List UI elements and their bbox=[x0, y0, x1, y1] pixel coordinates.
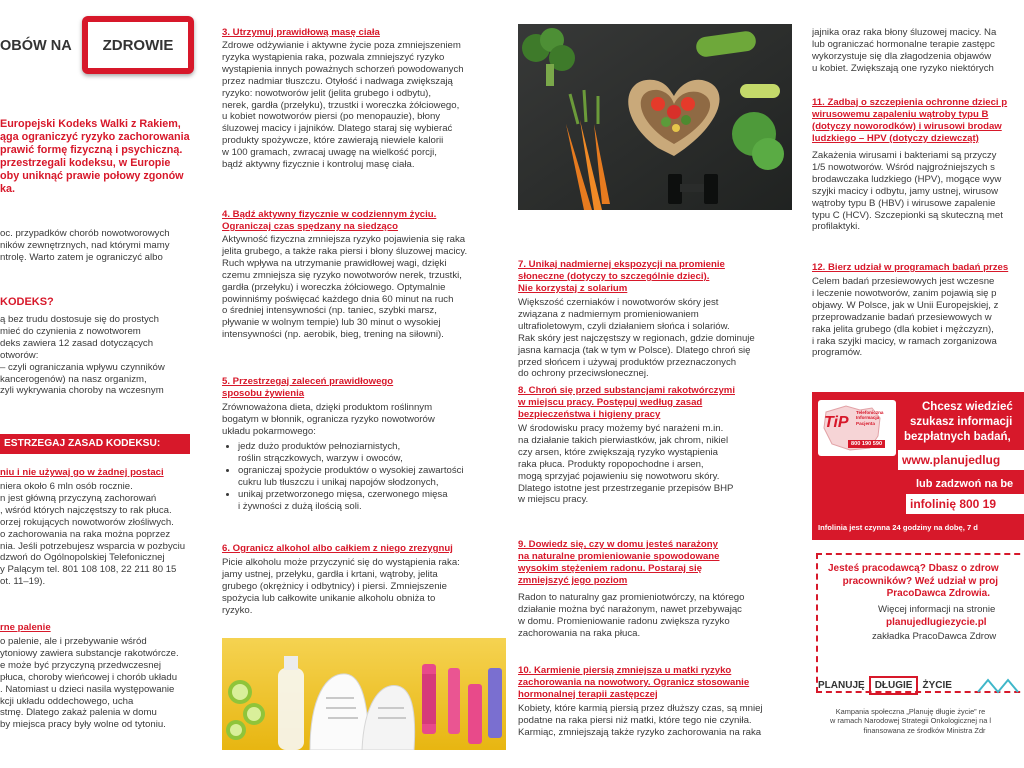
title-left: OBÓW NA bbox=[0, 38, 72, 54]
rule-3-text: Zdrowe odżywianie i aktywne życie poza zmniejszeniem ryzyka wystąpienia raka, pozwala zmniejszyć ryzyko wystąpienia innych poważnych schorzeń powodowanych przez nadmiar tłuszczu. Otyłość i nadwaga zwiększają ryzyko: nowotworów jelit (jelita grubego i odbytu), nerek, gardła (przełyku), trzustki i woreczka żółciowego, u kobiet nowotworów piersi (po menopauzie), błony śluzowej macicy i jajników. Dlatego staraj się wybierać produkty spożywcze, które zawierają niewiele kalorii w 100 gramach, zwracaj uwagę na wielkość porcji, bądź aktywny fizycznie i kontroluj masę ciała. bbox=[222, 40, 464, 171]
rule-2-heading: rne palenie bbox=[0, 622, 51, 633]
rule-6-text: Picie alkoholu może przyczynić się do wystąpienia raka: jamy ustnej, przełyku, gardła i krtani, wątroby, jelita grubego (okrężnicy i odbytnicy) i piersi. Zmniejszenie spożycia lub całkowite unikanie alkoholu obniża to ryzyko. bbox=[222, 557, 460, 616]
rule-10-heading: 10. Karmienie piersią zmniejsza u matki ryzyko zachorowania na nowotwory. Ogranicz stosowanie hormonalnej terapii zastępczej bbox=[518, 665, 750, 700]
rule-2-text: o palenie, ale i przebywanie wśród ytoniowy zawiera substancje rakotwórcze. e może być przyczyną przedwczesnej płuca, choroby wieńcowej i chorób układu . Natomiast u dzieci nasila występowanie kcji układu oddechowego, ucha stmę. Dlatego zakaż palenia w domu by miejsca pracy były wolne od tytoniu. bbox=[0, 636, 179, 731]
rule-6-heading: 6. Ogranicz alkohol albo całkiem z niego zrezygnuj bbox=[222, 543, 453, 554]
contact-url[interactable]: www.planujedlug bbox=[898, 450, 1024, 470]
rule-11-heading: 11. Zadbaj o szczepienia ochronne dzieci p wirusowemu zapaleniu wątroby typu B (dotyczy noworodków) i wirusowi brodaw ludzkiego – HPV (dotyczy dziewcząt) bbox=[812, 97, 1008, 144]
rule-1-text: niera około 6 mln osób rocznie. n jest główną przyczyną zachorowań , wśród których najczęstszy to rak płuca. orzej rokujących nowotworów złośliwych. o zachorowania na raka można poprzez nia. Jeśli potrzebujesz wsparcia w pozbyciu dzwoń do Ogólnopolskiej Telefonicznej y Palącym tel. 801 108 108, 22 211 80 15 ot. 11–19). bbox=[0, 481, 186, 588]
rule-3-heading: 3. Utrzymuj prawidłową masę ciała bbox=[222, 27, 380, 38]
rule-12-heading: 12. Bierz udział w programach badań przes bbox=[812, 262, 1009, 273]
paragraph-2: ą bez trudu dostosuje się do prostych mieć do czynienia z nowotworem deks zawiera 12 zasad dotyczących otworów: – czyli ograniczania wpływu czynników kancerogenów) na nasz organizm, zyli wykrywania choroby na wczesnym bbox=[0, 314, 165, 397]
column-4 bbox=[812, 0, 1024, 768]
logo-box: DŁUGIE bbox=[869, 676, 919, 695]
column-3 bbox=[518, 0, 792, 768]
rule-4-text: Aktywność fizyczna zmniejsza ryzyko pojawienia się raka jelita grubego, a także raka piersi i błony śluzowej macicy. Ruch wpływa na utrzymanie prawidłowej wagi, dzięki czemu zmniejsza się ryzyko nowotworów nerek, trzustki, gardła (przełyku) i woreczka żółciowego. Optymalnie powinniśmy poświęcać każdego dnia 60 minut na ruch o średniej intensywności (np. taniec, szybki marsz, pływanie w wolnym tempie) lub 30 minut o wysokiej intensywności (np. aerobik, bieg, trening na siłowni). bbox=[222, 234, 468, 341]
contact-phone[interactable]: infolinię 800 19 bbox=[906, 494, 1024, 514]
water-bottle-icon bbox=[278, 656, 304, 750]
column-1 bbox=[0, 0, 204, 768]
bullet-item: • ograniczaj spożycie produktów o wysokiej zawartości cukru lub tłuszczu i unikaj napojów słodzonych, bbox=[238, 465, 508, 489]
rule-4-heading: 4. Bądź aktywny fizycznie w codziennym życiu. Ograniczaj czas spędzany na siedząco bbox=[222, 209, 437, 232]
contact-call: lub zadzwoń na be bbox=[916, 478, 1014, 490]
column-2 bbox=[222, 0, 506, 768]
rule-1-heading: niu i nie używaj go w żadnej postaci bbox=[0, 467, 164, 478]
tip-subtitle: Telefoniczna Informacja Pacjenta bbox=[856, 410, 884, 426]
employer-info: Więcej informacji na stronie bbox=[878, 604, 996, 615]
intro-text: Europejski Kodeks Walki z Rakiem, ąga ograniczyć ryzyko zachorowania prawić formę fizyczną i psychiczną. przestrzegali kodeksu, w Europie oby uniknąć prawie połowy zgonów ka. bbox=[0, 118, 190, 195]
title-box-frame bbox=[82, 16, 194, 74]
rules-banner: ESTRZEGAJ ZASAD KODEKSU: bbox=[0, 434, 190, 454]
tip-title: TiP bbox=[824, 414, 849, 431]
rule-7-heading: 7. Unikaj nadmiernej ekspozycji na promienie słoneczne (dotyczy to szczególnie dzieci). Nie korzystaj z solarium bbox=[518, 259, 725, 294]
rule-9-text: Radon to naturalny gaz promieniotwórczy, na którego działanie można być narażonym, nawet przebywając w domu. Promieniowanie radonu zwiększa ryzyko zachorowania na raka płuca. bbox=[518, 592, 745, 639]
rule-12-text: Celem badań przesiewowych jest wczesne i leczenie nowotworów, zanim pojawią się p objawy. W Polsce, jak w Unii Europejskiej, z przeprowadzanie badań przesiewowych w raka jelita grubego (dla kobiet i mężczyzn), i raka szyjki macicy, w ramach zorganizowa programów. bbox=[812, 276, 999, 359]
employer-tab: zakładka PracoDawca Zdrow bbox=[872, 631, 997, 642]
rule-11-text: Zakażenia wirusami i bakteriami są przyczy 1/5 nowotworów. Wśród najgroźniejszych s brodawczaka ludzkiego (HPV), mogące wyw szyjki macicy i odbytu, jamy ustnej, wirusow wątroby typu B (HBV) i wirusowe zapalenie typu C (HCV). Szczepionki są skuteczną met profilaktyki. bbox=[812, 150, 1003, 233]
rule-10-text: Kobiety, które karmią piersią przez dłuższy czas, są mniej podatne na raka piersi niż matki, które tego nie czyniła. Karmiąc, zmniejszają także ryzyko zachorowania na raka bbox=[518, 703, 763, 738]
rule-7-text: Większość czerniaków i nowotworów skóry jest związana z nadmiernym promieniowaniem ultrafioletowym, czyli działaniem słońca i solariów. Rak skóry jest najczęstszy w regionach, gdzie dominuje jasna karnacja (tak w tym w Polsce). Dlatego chroń się przed słońcem i używaj produktów przeznaczonych do ochrony przeciwsłonecznej. bbox=[518, 297, 755, 380]
rule-8-text: W środowisku pracy możemy być narażeni m.in. na działanie takich pierwiastków, jak chrom, nikiel czy arsen, które zwiększają ryzyko wystąpienia raka płuca. Produkty ropopochodne i arsen, mogą sprzyjać pojawieniu się nowotworu skóry. Dlatego istotne jest przestrzeganie przepisów BHP w miejscu pracy. bbox=[518, 423, 734, 506]
logo-right: ŻYCIE bbox=[922, 679, 952, 691]
bullet-item: • jedz dużo produktów pełnoziarnistych, roślin strączkowych, warzyw i owoców, bbox=[238, 441, 508, 465]
rule-10-continued: jajnika oraz raka błony śluzowej macicy. Na lub ograniczać hormonalne terapie zastępc wykorzystuje się dla złagodzenia objawów u kobiet. Zwiększają one ryzyko niektórych bbox=[812, 27, 997, 74]
title-box: ZDROWIE bbox=[88, 22, 188, 68]
employer-box bbox=[816, 553, 1024, 693]
contact-hours: Infolinia jest czynna 24 godziny na dobę, 7 d bbox=[818, 523, 978, 532]
rule-9-heading: 9. Dowiedz się, czy w domu jesteś narażony na naturalne promieniowanie spowodowane wysokim stężeniem radonu. Postaraj się zmniejszyć jego poziom bbox=[518, 539, 720, 586]
sports-photo bbox=[222, 638, 506, 750]
rule-5-bullets bbox=[224, 441, 508, 512]
contact-box bbox=[812, 392, 1024, 540]
contact-headline: Chcesz wiedzieć szukasz informacji bezpłatnych badań, bbox=[904, 401, 1013, 443]
rule-8-heading: 8. Chroń się przed substancjami rakotwórczymi w miejscu pracy. Postępuj według zasad bezpieczeństwa i higieny pracy bbox=[518, 385, 735, 420]
employer-text: Jesteś pracodawcą? Dbasz o zdrow pracowników? Weź udział w proj PracoDawca Zdrowia. bbox=[828, 563, 999, 600]
ministry-logo-icon bbox=[976, 676, 1024, 696]
logo-left: PLANUJĘ bbox=[818, 679, 865, 691]
tip-number: 800 190 590 bbox=[848, 440, 885, 448]
employer-url[interactable]: planujedlugiezycie.pl bbox=[886, 617, 987, 628]
healthy-food-photo bbox=[518, 24, 792, 210]
bullet-item: • unikaj przetworzonego mięsa, czerwonego mięsa i żywności z dużą ilością soli. bbox=[238, 489, 508, 513]
rule-5-text: Zrównoważona dieta, dzięki produktom roślinnym bogatym w błonnik, ogranicza ryzyko nowotworów układu pokarmowego: bbox=[222, 402, 435, 437]
campaign-logo bbox=[818, 673, 952, 697]
paragraph-1: oc. przypadków chorób nowotworowych ników zewnętrznych, nad którymi mamy ntrolę. Warto zatem je ograniczyć albo bbox=[0, 228, 170, 263]
campaign-footnote: Kampania społeczna „Planuję długie życie” re w ramach Narodowej Strategii Onkologicznej na l finansowana ze środków Ministra Zdr bbox=[830, 707, 992, 735]
heading-kodeks: KODEKS? bbox=[0, 296, 54, 308]
rule-5-heading: 5. Przestrzegaj zaleceń prawidłowego sposobu żywienia bbox=[222, 376, 394, 399]
tip-logo bbox=[818, 400, 896, 456]
